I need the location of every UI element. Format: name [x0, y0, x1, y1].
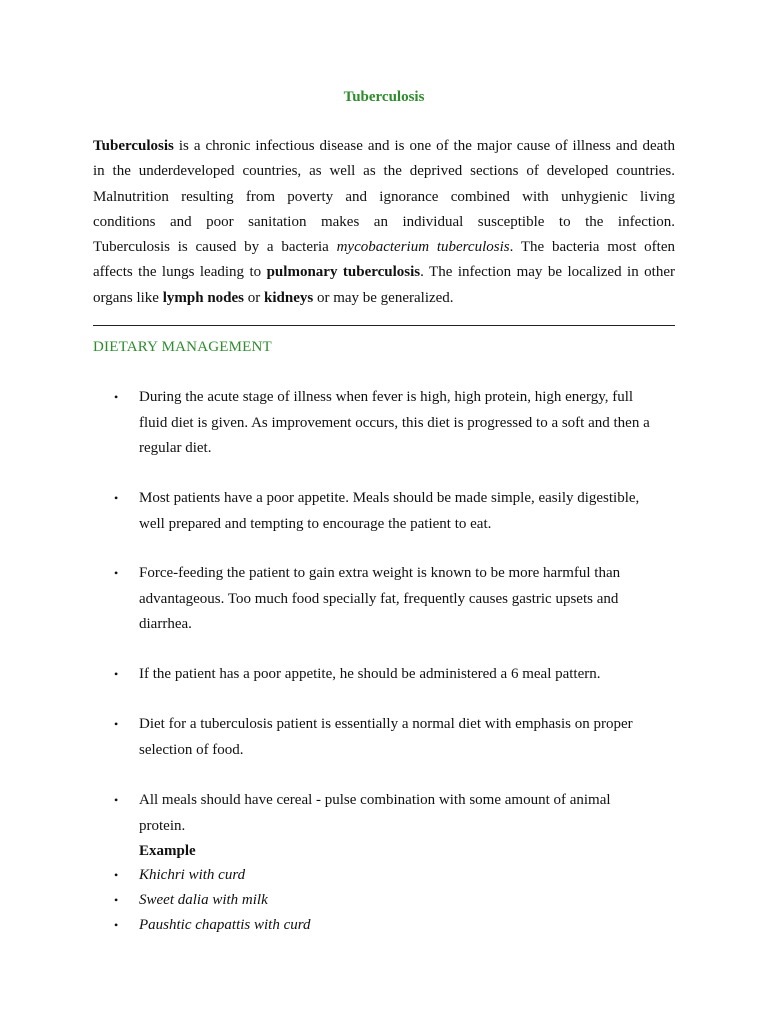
- bullet-icon: •: [114, 566, 119, 580]
- term-pulmonary-tb: pulmonary tuberculosis: [266, 264, 421, 281]
- term-lymph-nodes: lymph nodes: [162, 289, 244, 306]
- example-item-text: Paushtic chapattis with curd: [139, 917, 311, 933]
- bullet-icon: •: [114, 717, 119, 731]
- example-item: [114, 866, 246, 884]
- intro-text: is a chronic infectious disease and is one of the major cause of illness and death: [173, 138, 675, 154]
- list-item-text: Diet for a tuberculosis patient is essentially a normal diet with emphasis on proper: [139, 716, 633, 732]
- intro-line: conditions and poor sanitation makes an individual susceptible to the infection.: [93, 213, 675, 230]
- intro-line: [93, 286, 675, 311]
- intro-text: or may be generalized.: [313, 289, 454, 306]
- intro-text: . The bacteria most often: [509, 239, 675, 256]
- intro-line: Malnutrition resulting from poverty and ignorance combined with unhygienic living: [93, 188, 675, 205]
- list-item-text: All meals should have cereal - pulse combination with some amount of animal: [139, 792, 611, 808]
- bullet-icon: •: [114, 868, 119, 882]
- example-item: [114, 916, 311, 934]
- bullet-icon: •: [114, 667, 119, 681]
- example-item-text: Sweet dalia with milk: [139, 892, 268, 908]
- bullet-icon: •: [114, 491, 119, 505]
- list-item-text: If the patient has a poor appetite, he should be administered a 6 meal pattern.: [139, 666, 601, 682]
- intro-line: in the underdeveloped countries, as well as the deprived sections of developed countries.: [93, 163, 675, 180]
- list-item-text: diarrhea.: [139, 616, 192, 632]
- list-item-text: advantageous. Too much food specially fat, frequently causes gastric upsets and: [139, 590, 619, 607]
- list-item: [114, 561, 679, 638]
- list-item-text: During the acute stage of illness when fever is high, high protein, high energy, full: [139, 389, 634, 405]
- horizontal-rule: [93, 325, 675, 326]
- list-item: [114, 385, 679, 462]
- list-item: [114, 712, 679, 763]
- intro-line: [93, 235, 675, 260]
- list-item-text: regular diet.: [139, 440, 212, 456]
- example-label: Example: [139, 843, 196, 859]
- intro-text: . The infection may be localized in other: [420, 264, 675, 281]
- list-item-text: protein.: [139, 817, 186, 834]
- intro-text: organs like: [93, 289, 163, 306]
- term-kidneys: kidneys: [264, 289, 314, 306]
- bullet-icon: •: [114, 918, 119, 932]
- list-item-text: Force-feeding the patient to gain extra weight is known to be more harmful than: [139, 565, 621, 581]
- bullet-icon: •: [114, 793, 119, 807]
- list-item-text: selection of food.: [139, 741, 244, 758]
- intro-text: affects the lungs leading to: [93, 264, 267, 281]
- list-item: [114, 662, 679, 688]
- list-item-text: well prepared and tempting to encourage the patient to eat.: [139, 515, 492, 532]
- list-item-text: Most patients have a poor appetite. Meals should be made simple, easily digestible,: [139, 490, 640, 506]
- example-item: [114, 891, 268, 909]
- intro-line: [93, 260, 675, 285]
- bullet-icon: •: [114, 390, 119, 404]
- example-item-text: Khichri with curd: [139, 867, 246, 883]
- list-item: [114, 788, 679, 865]
- intro-paragraph: [93, 134, 675, 311]
- intro-text: Tuberculosis is caused by a bacteria: [93, 239, 337, 256]
- term-tuberculosis: Tuberculosis: [93, 138, 174, 154]
- section-heading: DIETARY MANAGEMENT: [93, 339, 272, 355]
- term-mycobacterium: mycobacterium tuberculosis: [336, 239, 510, 256]
- intro-line: [93, 134, 675, 159]
- document-title: Tuberculosis: [343, 89, 425, 105]
- list-item-text: fluid diet is given. As improvement occurs, this diet is progressed to a soft and then a: [139, 414, 650, 431]
- bullet-icon: •: [114, 893, 119, 907]
- intro-text: or: [244, 289, 264, 306]
- list-item: [114, 486, 679, 537]
